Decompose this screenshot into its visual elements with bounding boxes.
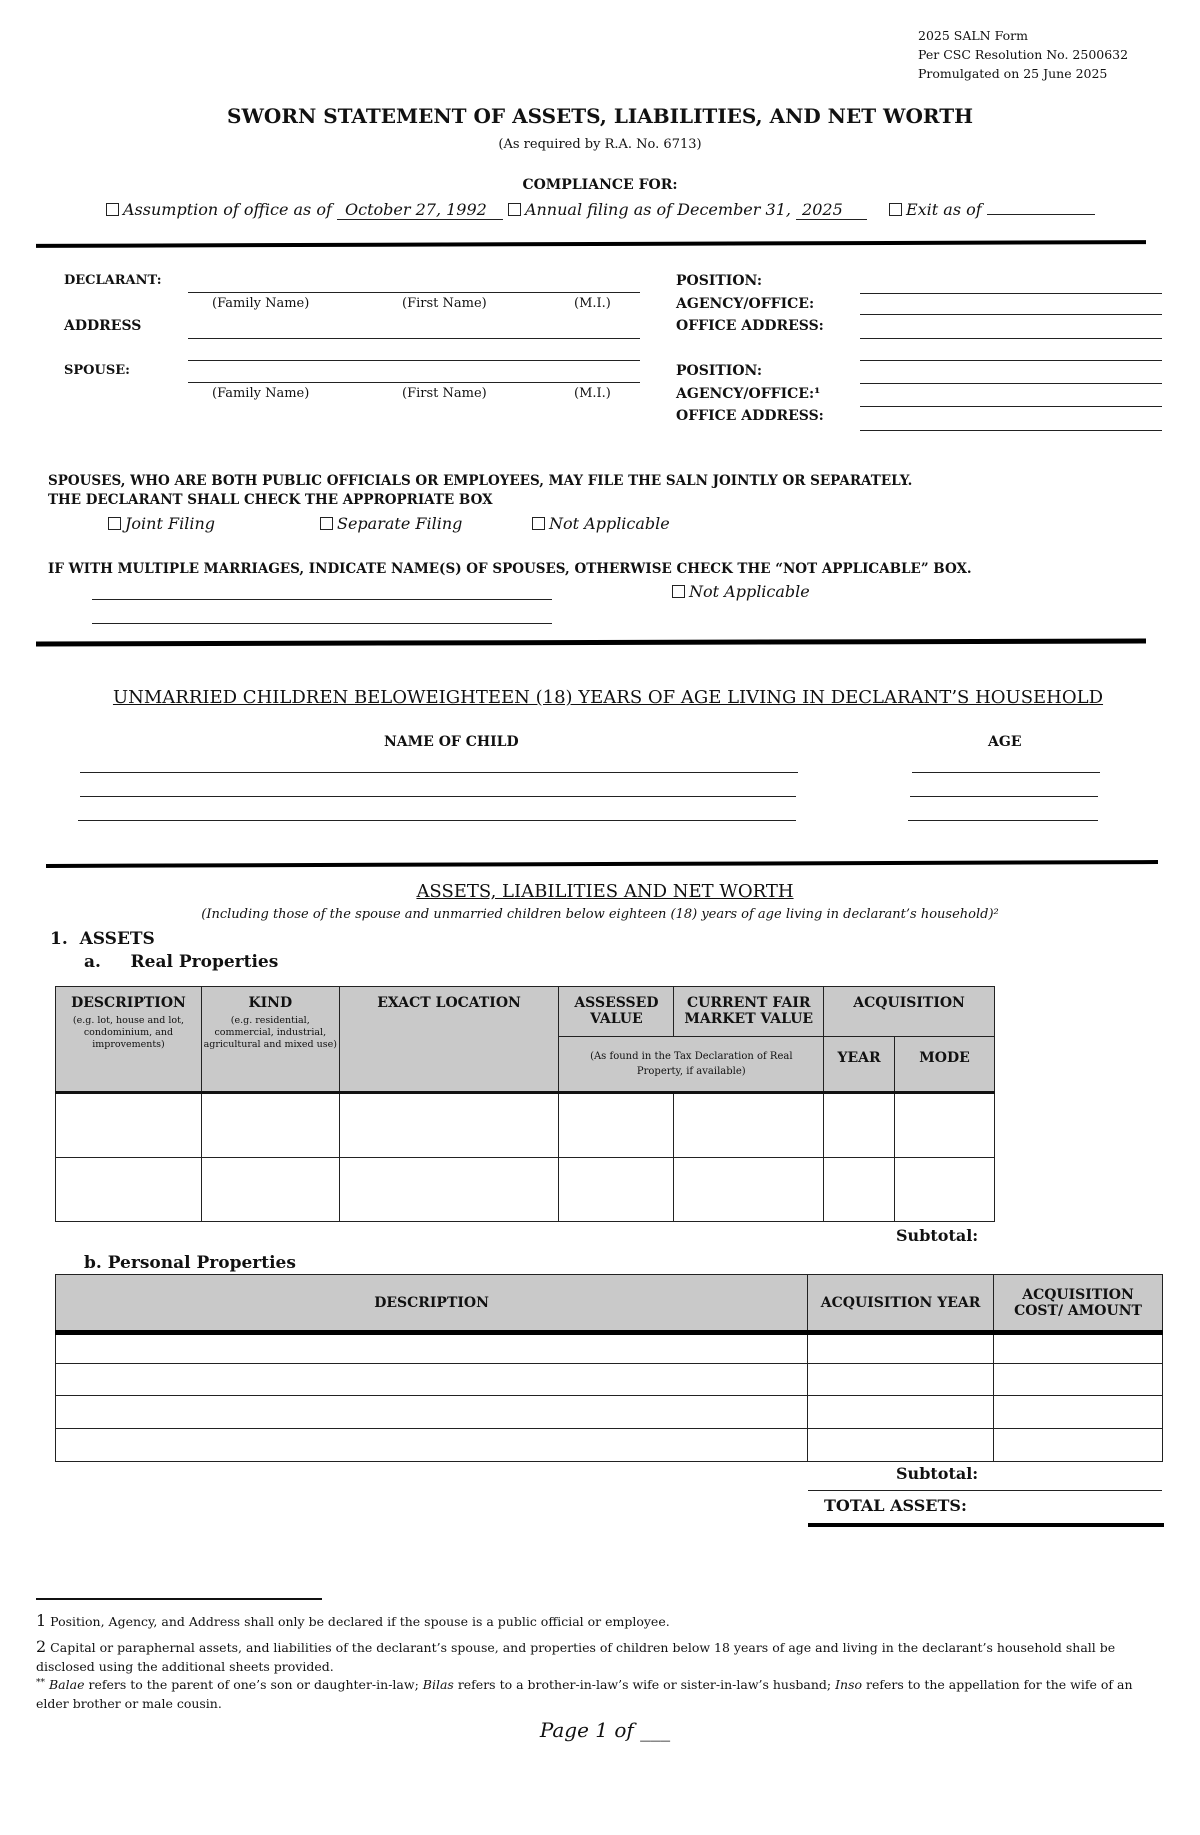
table-cell[interactable] bbox=[824, 1093, 895, 1158]
footnote-2 bbox=[36, 1637, 1166, 1676]
family-name-caption: (Family Name) bbox=[212, 386, 310, 401]
agency-line[interactable] bbox=[860, 314, 1162, 315]
table-row[interactable] bbox=[56, 1429, 1163, 1462]
table-cell[interactable] bbox=[339, 1158, 559, 1222]
form-info-line: Promulgated on 25 June 2025 bbox=[918, 66, 1108, 81]
table-cell[interactable] bbox=[808, 1364, 994, 1396]
table-cell[interactable] bbox=[674, 1093, 824, 1158]
real-value-note: (As found in the Tax Declaration of Real Property, if available) bbox=[559, 1037, 824, 1093]
child-age-line[interactable] bbox=[912, 772, 1100, 773]
spouse-names-line[interactable] bbox=[92, 623, 552, 624]
joint-filing-option[interactable] bbox=[108, 514, 215, 533]
assets-heading: 1. ASSETS bbox=[50, 929, 155, 949]
real-properties-heading: a. Real Properties bbox=[84, 952, 279, 972]
table-cell[interactable] bbox=[674, 1158, 824, 1222]
compliance-row bbox=[106, 200, 1095, 220]
real-fair-value-header: CURRENT FAIR MARKET VALUE bbox=[674, 987, 824, 1037]
child-name-column: NAME OF CHILD bbox=[384, 734, 519, 750]
child-age-line[interactable] bbox=[910, 796, 1098, 797]
table-row[interactable] bbox=[56, 1333, 1163, 1364]
child-name-line[interactable] bbox=[80, 796, 796, 797]
not-applicable-option[interactable] bbox=[532, 514, 670, 533]
spouse-agency-label: AGENCY/OFFICE:¹ bbox=[676, 386, 821, 402]
personal-description-header: DESCRIPTION bbox=[56, 1275, 808, 1333]
joint-filing-label: Joint Filing bbox=[125, 514, 215, 533]
assumption-label: Assumption of office as of bbox=[123, 200, 332, 219]
personal-subtotal-label: Subtotal: bbox=[896, 1464, 979, 1483]
personal-acq-year-header: ACQUISITION YEAR bbox=[808, 1275, 994, 1333]
separate-filing-label: Separate Filing bbox=[337, 514, 463, 533]
agency-label: AGENCY/OFFICE: bbox=[676, 296, 815, 312]
address-line[interactable] bbox=[188, 360, 640, 361]
separate-filing-checkbox[interactable] bbox=[320, 517, 333, 530]
position-label: POSITION: bbox=[676, 273, 763, 289]
first-name-caption: (First Name) bbox=[402, 386, 487, 401]
child-age-line[interactable] bbox=[908, 820, 1098, 821]
table-cell[interactable] bbox=[56, 1396, 808, 1429]
declarant-name-line[interactable] bbox=[188, 292, 640, 293]
table-cell[interactable] bbox=[339, 1093, 559, 1158]
table-cell[interactable] bbox=[994, 1429, 1163, 1462]
position-line[interactable] bbox=[860, 293, 1162, 294]
child-age-column: AGE bbox=[988, 734, 1022, 750]
exit-label: Exit as of bbox=[905, 200, 982, 219]
marriages-text: IF WITH MULTIPLE MARRIAGES, INDICATE NAME(S) OF SPOUSES, OTHERWISE CHECK THE “NOT APPLICABLE” BOX. bbox=[48, 561, 972, 577]
table-cell[interactable] bbox=[201, 1158, 339, 1222]
joint-filing-checkbox[interactable] bbox=[108, 517, 121, 530]
section-divider bbox=[36, 639, 1146, 647]
footnote-3-text-c: refers to the appellation for the wife of an elder brother or male cousin. bbox=[36, 1677, 1133, 1711]
table-cell[interactable] bbox=[56, 1429, 808, 1462]
annual-year[interactable]: 2025 bbox=[796, 200, 867, 220]
declarant-label: DECLARANT: bbox=[64, 273, 162, 288]
spouse-position-line[interactable] bbox=[860, 383, 1162, 384]
child-name-line[interactable] bbox=[78, 820, 796, 821]
table-cell[interactable] bbox=[201, 1093, 339, 1158]
spouse-position-label: POSITION: bbox=[676, 363, 763, 379]
real-kind-note: (e.g. residential, commercial, industrial, agricultural and mixed use) bbox=[203, 1015, 337, 1050]
real-mode-header: MODE bbox=[895, 1037, 995, 1093]
table-cell[interactable] bbox=[559, 1093, 674, 1158]
annual-label: Annual filing as of December 31, bbox=[524, 200, 791, 219]
form-info-line: 2025 SALN Form bbox=[918, 28, 1028, 43]
child-name-line[interactable] bbox=[80, 772, 798, 773]
table-row[interactable] bbox=[56, 1396, 1163, 1429]
footnote-3-text-b: refers to a brother-in-law’s wife or sister-in-law’s husband; bbox=[457, 1677, 832, 1692]
personal-properties-table bbox=[55, 1274, 1163, 1462]
spouse-names-line[interactable] bbox=[92, 599, 552, 600]
footnote-divider bbox=[36, 1598, 322, 1600]
spouse-label: SPOUSE: bbox=[64, 363, 130, 378]
footnote-1-mark: 1 bbox=[36, 1611, 47, 1630]
footnote-3-text-a: refers to the parent of one’s son or daughter-in-law; bbox=[88, 1677, 419, 1692]
office-address-line[interactable] bbox=[860, 338, 1162, 339]
real-subtotal-label: Subtotal: bbox=[896, 1226, 979, 1245]
form-info-line: Per CSC Resolution No. 2500632 bbox=[918, 47, 1129, 62]
real-kind-label: KIND bbox=[248, 995, 293, 1011]
joint-text-1: SPOUSES, WHO ARE BOTH PUBLIC OFFICIALS OR EMPLOYEES, MAY FILE THE SALN JOINTLY OR SEPARATELY. bbox=[48, 473, 913, 489]
table-cell[interactable] bbox=[895, 1093, 995, 1158]
office-address-line[interactable] bbox=[860, 360, 1162, 361]
table-cell[interactable] bbox=[56, 1364, 808, 1396]
marriages-not-applicable-checkbox[interactable] bbox=[672, 585, 685, 598]
real-year-header: YEAR bbox=[824, 1037, 895, 1093]
exit-checkbox[interactable] bbox=[889, 203, 902, 216]
footnote-2-text: Capital or paraphernal assets, and liabilities of the declarant’s spouse, and properties of children below 18 years of age and living in the declarant’s household shall be disclosed using the additional sheets provided. bbox=[36, 1640, 1116, 1674]
table-cell[interactable] bbox=[994, 1364, 1163, 1396]
table-cell[interactable] bbox=[994, 1396, 1163, 1429]
table-cell[interactable] bbox=[808, 1429, 994, 1462]
subtotal-line bbox=[808, 1490, 1162, 1491]
mi-caption: (M.I.) bbox=[574, 296, 611, 311]
joint-text-2: THE DECLARANT SHALL CHECK THE APPROPRIATE BOX bbox=[48, 492, 493, 508]
spouse-office-address-line[interactable] bbox=[860, 430, 1162, 431]
footnote-3 bbox=[36, 1674, 1166, 1713]
form-info bbox=[918, 26, 1128, 83]
assumption-date[interactable]: October 27, 1992 bbox=[337, 200, 503, 220]
table-cell[interactable] bbox=[56, 1093, 202, 1158]
table-cell[interactable] bbox=[56, 1158, 202, 1222]
footnote-3-balae: Balae bbox=[48, 1677, 85, 1692]
not-applicable-checkbox[interactable] bbox=[532, 517, 545, 530]
real-description-note: (e.g. lot, house and lot, condominium, and improvements) bbox=[72, 1015, 184, 1050]
personal-properties-heading: b. Personal Properties bbox=[84, 1253, 296, 1273]
table-row[interactable] bbox=[56, 1093, 995, 1158]
alnw-heading: ASSETS, LIABILITIES AND NET WORTH bbox=[416, 881, 794, 902]
section-divider bbox=[36, 240, 1146, 248]
table-cell[interactable] bbox=[808, 1333, 994, 1364]
children-heading: UNMARRIED CHILDREN BELOWEIGHTEEN (18) YEARS OF AGE LIVING IN DECLARANT’S HOUSEHOLD bbox=[112, 687, 1104, 708]
table-cell[interactable] bbox=[808, 1396, 994, 1429]
page-subtitle: (As required by R.A. No. 6713) bbox=[498, 137, 702, 152]
real-description-label: DESCRIPTION bbox=[71, 995, 186, 1011]
spouse-office-address-label: OFFICE ADDRESS: bbox=[676, 408, 824, 424]
table-row[interactable] bbox=[56, 1364, 1163, 1396]
spouse-name-line[interactable] bbox=[188, 382, 640, 383]
total-assets-label: TOTAL ASSETS: bbox=[824, 1496, 967, 1515]
address-line[interactable] bbox=[188, 338, 640, 339]
table-cell[interactable] bbox=[559, 1158, 674, 1222]
page-title: SWORN STATEMENT OF ASSETS, LIABILITIES, AND NET WORTH bbox=[227, 104, 973, 128]
section-divider bbox=[46, 860, 1158, 868]
exit-date-field[interactable] bbox=[987, 201, 1095, 215]
table-cell[interactable] bbox=[824, 1158, 895, 1222]
real-description-header bbox=[56, 987, 202, 1093]
table-row[interactable] bbox=[56, 1158, 995, 1222]
table-cell[interactable] bbox=[994, 1333, 1163, 1364]
real-properties-table bbox=[55, 986, 995, 1222]
table-cell[interactable] bbox=[56, 1333, 808, 1364]
real-kind-header bbox=[201, 987, 339, 1093]
family-name-caption: (Family Name) bbox=[212, 296, 310, 311]
real-location-header: EXACT LOCATION bbox=[339, 987, 559, 1093]
personal-acq-cost-header: ACQUISITION COST/ AMOUNT bbox=[994, 1275, 1163, 1333]
footnote-1 bbox=[36, 1611, 670, 1630]
table-cell[interactable] bbox=[895, 1158, 995, 1222]
footnote-3-inso: Inso bbox=[835, 1677, 863, 1692]
mi-caption: (M.I.) bbox=[574, 386, 611, 401]
real-acquisition-header: ACQUISITION bbox=[824, 987, 995, 1037]
marriages-not-applicable-label: Not Applicable bbox=[689, 582, 810, 601]
not-applicable-label: Not Applicable bbox=[549, 514, 670, 533]
annual-checkbox[interactable] bbox=[508, 203, 521, 216]
footnote-2-mark: 2 bbox=[36, 1637, 47, 1656]
spouse-agency-line[interactable] bbox=[860, 406, 1162, 407]
real-assessed-header: ASSESSED VALUE bbox=[559, 987, 674, 1037]
page-number: Page 1 of ___ bbox=[539, 1718, 671, 1742]
alnw-subheading: (Including those of the spouse and unmarried children below eighteen (18) years of age living in declarant’s household)² bbox=[201, 907, 999, 922]
footnote-3-mark: ** bbox=[36, 1678, 45, 1688]
office-address-label: OFFICE ADDRESS: bbox=[676, 318, 824, 334]
total-assets-rule bbox=[808, 1523, 1164, 1527]
footnote-3-bilas: Bilas bbox=[422, 1677, 454, 1692]
separate-filing-option[interactable] bbox=[320, 514, 462, 533]
address-label: ADDRESS bbox=[64, 318, 142, 334]
assumption-checkbox[interactable] bbox=[106, 203, 119, 216]
compliance-heading: COMPLIANCE FOR: bbox=[522, 177, 678, 193]
first-name-caption: (First Name) bbox=[402, 296, 487, 311]
marriages-not-applicable-option[interactable] bbox=[672, 582, 810, 601]
footnote-1-text: Position, Agency, and Address shall only be declared if the spouse is a public official or employee. bbox=[50, 1614, 670, 1629]
